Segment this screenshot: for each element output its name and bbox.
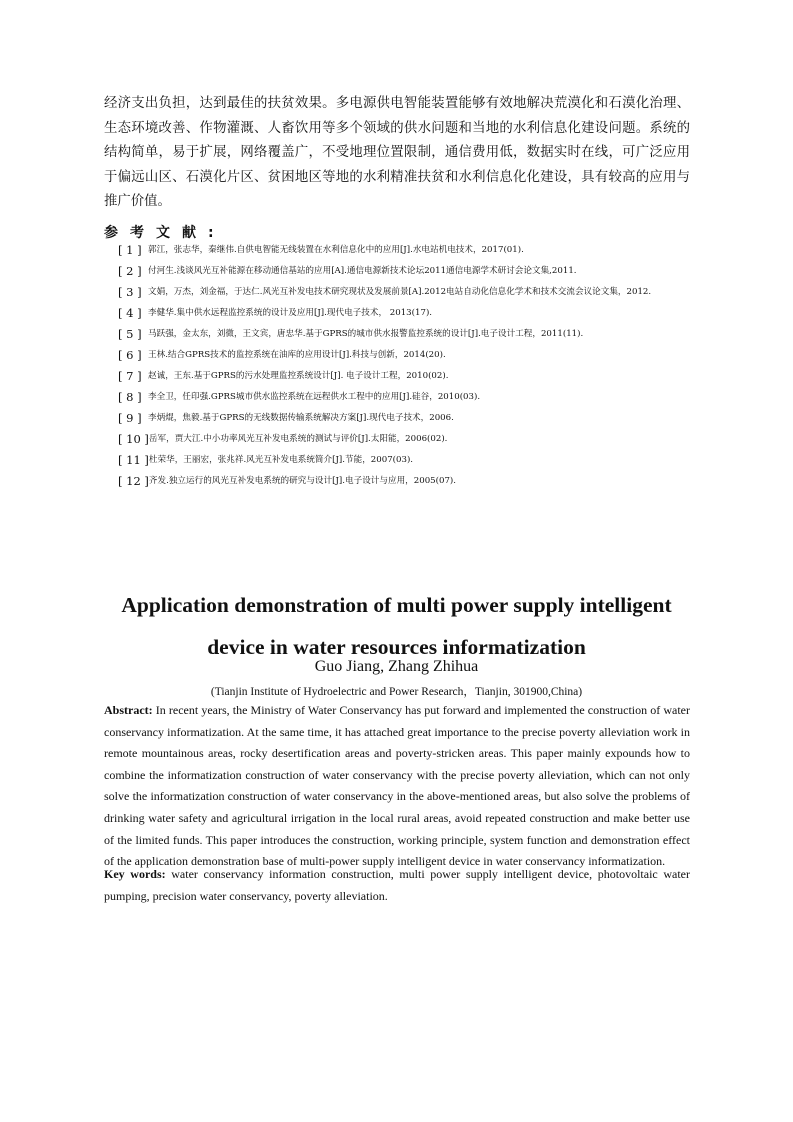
reference-item [118,390,693,404]
reference-text: 付河生.浅谈风光互补能源在移动通信基站的应用[A].通信电源新技术论坛2011通信电源学术研讨会论文集,2011. [148,266,577,276]
reference-text: 赵诚，王东.基于GPRS的污水处理监控系统设计[J]. 电子设计工程，2010(02). [148,371,449,381]
reference-number: [ 9 ] [118,411,142,425]
affiliation: (Tianjin Institute of Hydroelectric and Power Research，Tianjin, 301900,China) [210,686,583,698]
reference-number: [ 6 ] [118,348,142,362]
keywords-label: Key words: [104,867,166,881]
reference-text: 文娟，万杰，刘金福，于达仁.风光互补发电技术研究现状及发展前景[A].2012电站自动化信息化学术和技术交流会议论文集，2012. [148,287,652,297]
english-title-line-2: device in water resources informatization [207,635,586,659]
reference-number: [ 5 ] [118,327,142,341]
references-list [118,243,693,495]
reference-item [118,348,693,362]
reference-item [118,327,693,341]
reference-number: [ 7 ] [118,369,142,383]
reference-item [118,285,693,299]
reference-number: [ 10 ] [118,432,149,446]
reference-item [118,306,693,320]
abstract-text: In recent years, the Ministry of Water Conservancy has put forward and implemented the construction of water conservancy informatization. At the same time, it has attached great importance to the precise poverty alleviation work in remote mountainous areas, rocky desertification areas and poverty-stricken areas. This paper mainly expounds how to combine the informatization construction of water conservancy with the precise poverty alleviation, which can not only solve the informatization construction of water conservancy in the above-mentioned areas, but also solve the problems of drinking water safety and agricultural irrigation in the local rural areas, avoid repeated construction and make better use of the limited funds. This paper introduces the construction, working principle, system function and demonstration effect of the application demonstration base of multi-power supply intelligent device in water conservancy informatization. [104,703,690,869]
abstract-label: Abstract: [104,703,153,717]
reference-number: [ 2 ] [118,264,142,278]
reference-item [118,411,693,425]
abstract [104,700,690,873]
reference-text: 李全卫，任印强.GPRS城市供水监控系统在远程供水工程中的应用[J].硅谷，2010(03). [148,392,481,402]
reference-number: [ 8 ] [118,390,142,404]
reference-text: 杜荣华，王丽宏，张兆祥.风光互补发电系统简介[J].节能，2007(03). [148,455,414,465]
reference-number: [ 11 ] [118,453,149,467]
authors: Guo Jiang, Zhang Zhihua [314,658,479,675]
reference-item [118,243,693,257]
reference-text: 岳军，贾大江.中小功率风光互补发电系统的测试与评价[J].太阳能，2006(02). [148,434,448,444]
keywords [104,864,690,907]
reference-number: [ 12 ] [118,474,149,488]
reference-text: 齐发.独立运行的风光互补发电系统的研究与设计[J].电子设计与应用，2005(07). [148,476,456,486]
english-title-line-1: Application demonstration of multi power supply intelligent [121,593,672,617]
reference-number: [ 4 ] [118,306,142,320]
reference-number: [ 1 ] [118,243,142,257]
reference-text: 李炳焜，焦毅.基于GPRS的无线数据传输系统解决方案[J].现代电子技术，2006. [148,413,454,423]
reference-item [118,453,693,467]
keywords-text: water conservancy information construction, multi power supply intelligent device, photovoltaic water pumping, precision water conservancy, poverty alleviation. [104,867,691,903]
reference-item [118,264,693,278]
references-heading: 参考文献: [104,225,226,241]
reference-text: 李健华.集中供水远程监控系统的设计及应用[J].现代电子技术， 2013(17). [148,308,433,318]
reference-item [118,432,693,446]
reference-text: 郭江，张志华，秦继伟.自供电智能无线装置在水利信息化中的应用[J].水电站机电技术，2017(01). [148,245,524,255]
chinese-body-paragraph: 经济支出负担，达到最佳的扶贫效果。多电源供电智能装置能够有效地解决荒漠化和石漠化治理、生态环境改善、作物灌溉、人畜饮用等多个领域的供水问题和当地的水利信息化建设问题。系统的结构简单，易于扩展，网络覆盖广，不受地理位置限制，通信费用低，数据实时在线，可广泛应用于偏远山区、石漠化片区、贫困地区等地的水利精准扶贫和水利信息化化建设，具有较高的应用与推广价值。 [104,96,690,209]
reference-number: [ 3 ] [118,285,142,299]
english-title [60,584,733,668]
reference-item [118,369,693,383]
reference-text: 王林.结合GPRS技术的监控系统在油库的应用设计[J].科技与创新，2014(20). [148,350,446,360]
reference-item [118,474,693,488]
reference-text: 马跃强，金太东，刘微，王文宾，唐忠华.基于GPRS的城市供水报警监控系统的设计[J].电子设计工程，2011(11). [148,329,584,339]
